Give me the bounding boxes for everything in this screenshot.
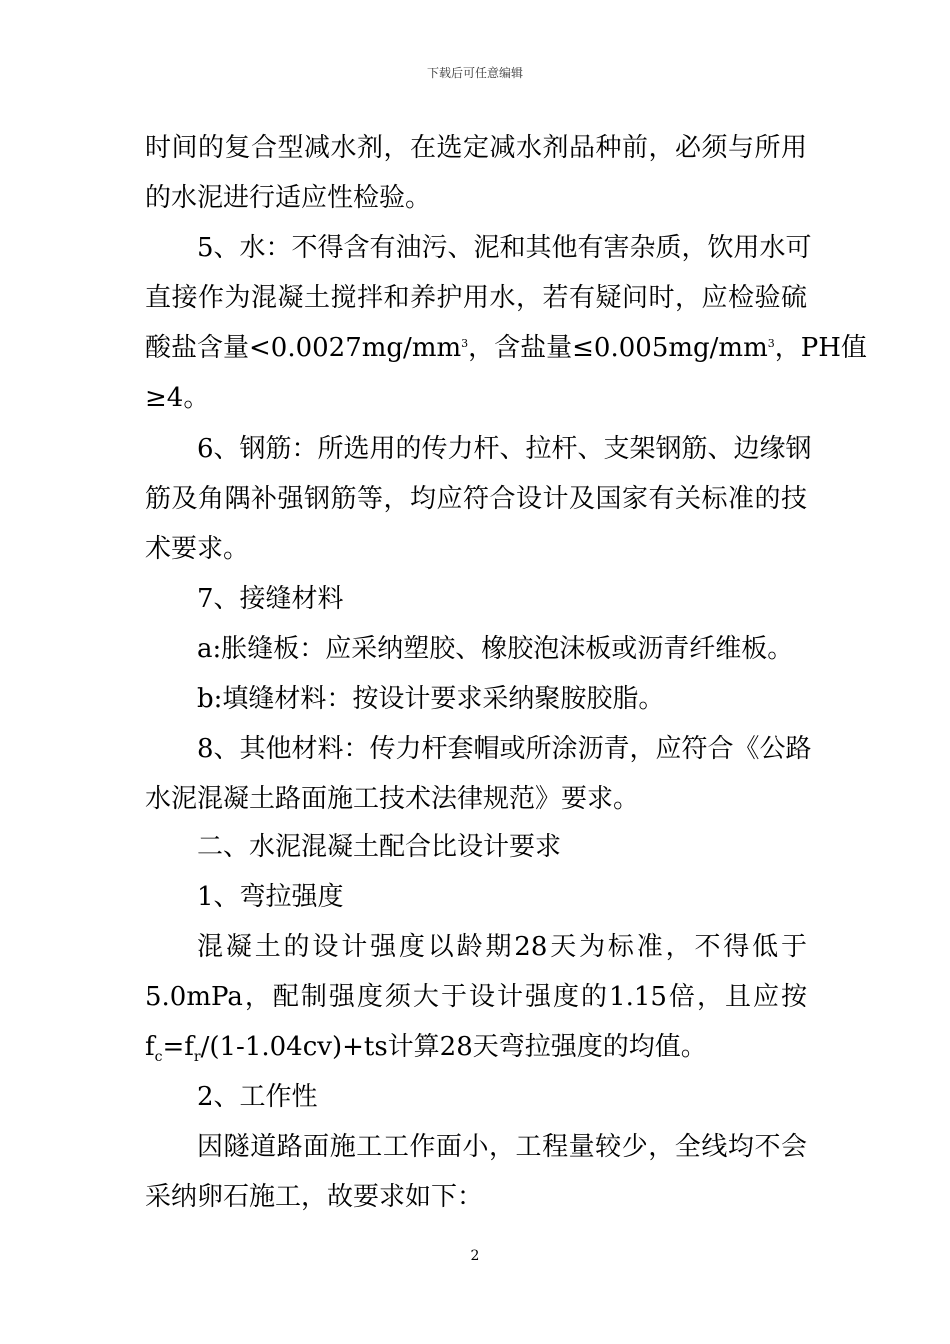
superscript: 3 — [767, 337, 775, 350]
acid-part-3: ，PH值 — [774, 333, 867, 363]
body-text-line: 8、其他材料：传力杆套帽或所涂沥青，应符合《公路 — [197, 734, 812, 764]
body-text-line: a:胀缝板：应采纳塑胶、橡胶泡沫板或沥青纤维板。 — [197, 634, 794, 664]
body-text-line: 采纳卵石施工，故要求如下： — [145, 1182, 484, 1212]
body-text-line-formula — [145, 1030, 807, 1068]
body-text-line-acid — [145, 331, 867, 365]
body-text-line: 5.0mPa，配制强度须大于设计强度的1.15倍，且应按 — [145, 982, 807, 1012]
body-text-line: 5、水：不得含有油污、泥和其他有害杂质，饮用水可 — [197, 233, 812, 263]
section-heading: 二、水泥混凝土配合比设计要求 — [197, 832, 562, 862]
body-text-line: 6、钢筋：所选用的传力杆、拉杆、支架钢筋、边缘钢 — [197, 434, 812, 464]
section-heading: 7、接缝材料 — [197, 584, 344, 614]
body-text-line: 水泥混凝土路面施工技术法律规范》要求。 — [145, 784, 640, 814]
acid-part-2: ，含盐量≤0.005mg/mm — [468, 333, 768, 363]
body-text-line: 时间的复合型减水剂，在选定减水剂品种前，必须与所用 — [145, 133, 807, 163]
formula-f: f — [145, 1032, 155, 1062]
body-text-line: 术要求。 — [145, 534, 250, 564]
subscript: r — [193, 1049, 201, 1065]
subscript: c — [154, 1049, 163, 1065]
body-text-line: 因隧道路面施工工作面小，工程量较少，全线均不会 — [197, 1132, 807, 1162]
section-heading: 2、工作性 — [197, 1082, 318, 1112]
formula-rest: /(1-1.04cv)+ts计算28天弯拉强度的均值。 — [200, 1032, 707, 1062]
body-text-line: b:填缝材料：按设计要求采纳聚胺胶脂。 — [197, 684, 665, 714]
superscript: 3 — [461, 337, 469, 350]
section-heading: 1、弯拉强度 — [197, 882, 344, 912]
body-text-line: 的水泥进行适应性检验。 — [145, 183, 432, 213]
formula-eq: =f — [162, 1032, 194, 1062]
acid-part-1: 酸盐含量<0.0027mg/mm — [145, 333, 462, 363]
body-text-line: 混凝土的设计强度以龄期28天为标准，不得低于 — [197, 932, 807, 962]
body-text-line: 筋及角隅补强钢筋等，均应符合设计及国家有关标准的技 — [145, 484, 807, 514]
body-text-line: ≥4。 — [145, 383, 210, 413]
page-header: 下载后可任意编辑 — [426, 66, 523, 80]
body-text-line: 直接作为混凝土搅拌和养护用水，若有疑问时，应检验硫 — [145, 283, 807, 313]
page-number: 2 — [470, 1248, 480, 1264]
